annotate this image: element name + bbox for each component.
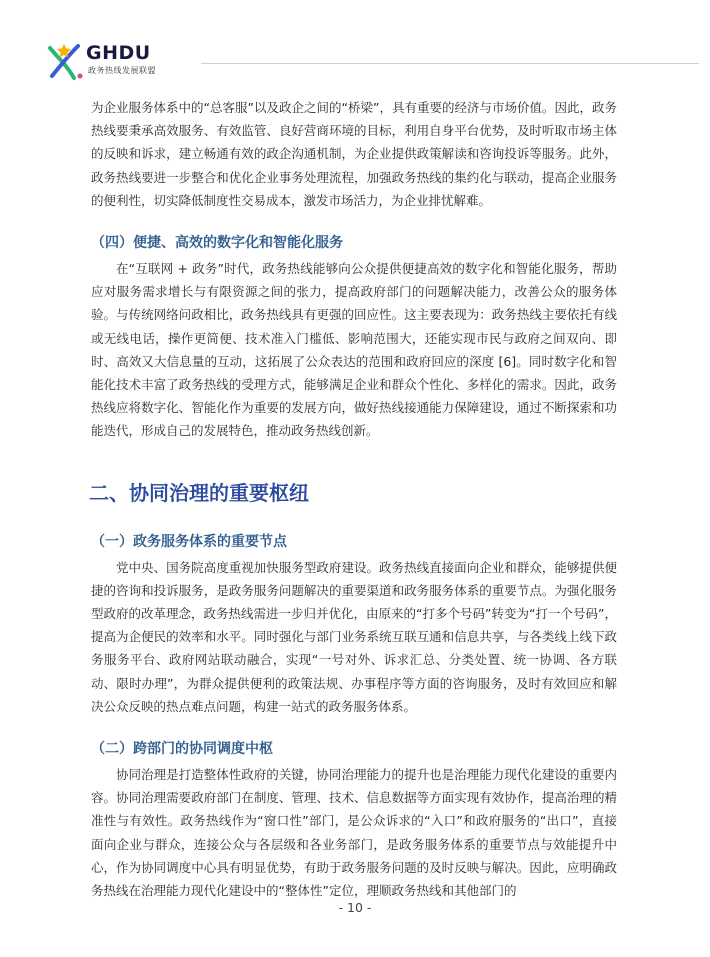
page-number: - 10 - bbox=[338, 900, 372, 915]
header-divider bbox=[201, 63, 699, 64]
page-content bbox=[91, 96, 617, 902]
page-header bbox=[0, 0, 710, 80]
logo-subtitle: 政务热线发展联盟 bbox=[88, 66, 156, 75]
subheading-1: （一）政务服务体系的重要节点 bbox=[91, 533, 287, 550]
paragraph-intro: 为企业服务体系中的“总客服”以及政企之间的“桥梁”，具有重要的经济与市场价值。因此，政务热线要秉承高效服务、有效监管、良好营商环境的目标，利用自身平台优势，及时听取市场主体的反映和诉求，建立畅通有效的政企沟通机制，为企业提供政策解读和咨询投诉等服务。此外，政务热线要进一步整合和优化企业事务处理流程，加强政务热线的集约化与联动，提高企业服务的便利性，切实降低制度性交易成本，激发市场活力，为企业排忧解难。 bbox=[91, 100, 617, 208]
paragraph-1: 党中央、国务院高度重视加快服务型政府建设。政务热线直接面向企业和群众，能够提供便捷的咨询和投诉服务，是政务服务问题解决的重要渠道和政务服务体系的重要节点。为强化服务型政府的改革理念，政务热线需进一步归并优化，由原来的“打多个号码”转变为“打一个号码”，提高为企便民的效率和水平。同时强化与部门业务系统互联互通和信息共享，与各类线上线下政务服务平台、政府网站联动融合，实现“一号对外、诉求汇总、分类处置、统一协调、各方联动、限时办理”，为群众提供便利的政策法规、办事程序等方面的咨询服务，及时有效回应和解决公众反映的热点难点问题，构建一站式的政务服务体系。 bbox=[91, 559, 617, 714]
section-heading-2: 二、协同治理的重要枢纽 bbox=[89, 480, 309, 505]
subheading-2: （二）跨部门的协同调度中枢 bbox=[91, 741, 273, 758]
paragraph-4: 在“互联网 + 政务”时代，政务热线能够向公众提供便捷高效的数字化和智能化服务，帮助应对服务需求增长与有限资源之间的张力，提高政府部门的问题解决能力，改善公众的服务体验。与传统网络问政相比，政务热线具有更强的回应性。这主要表现为：政务热线主要依托有线或无线电话，操作更简便、技术准入门槛低、影响范围大，还能实现市民与政府之间双向、即时、高效又大信息量的互动，这拓展了公众表达的范围和政府回应的深度 [6]。同时数字化和智能化技术丰富了政务热线的受理方式，能够满足企业和群众个性化、多样化的需求。因此，政务热线应将数字化、智能化作为重要的发展方向，做好热线接通能力保障建设，通过不断探索和功能迭代，形成自己的发展特色，推动政务热线创新。 bbox=[91, 261, 617, 439]
subheading-4: （四）便捷、高效的数字化和智能化服务 bbox=[91, 235, 343, 252]
logo-title: GHDU bbox=[86, 42, 151, 64]
logo-mark-icon bbox=[44, 38, 88, 82]
paragraph-2: 协同治理是打造整体性政府的关键，协同治理能力的提升也是治理能力现代化建设的重要内容。协同治理需要政府部门在制度、管理、技术、信息数据等方面实现有效协作，提高治理的精准性与有效性。政务热线作为“窗口性”部门，是公众诉求的“入口”和政府服务的“出口”，直接面向企业与群众，连接公众与各层级和各业务部门，是政务服务体系的重要节点与效能提升中心，作为协同调度中心具有明显优势，有助于政务服务问题的及时反映与解决。因此，应明确政务热线在治理能力现代化建设中的“整体性”定位，理顺政务热线和其他部门的 bbox=[91, 767, 617, 899]
ghdu-logo bbox=[44, 38, 194, 82]
